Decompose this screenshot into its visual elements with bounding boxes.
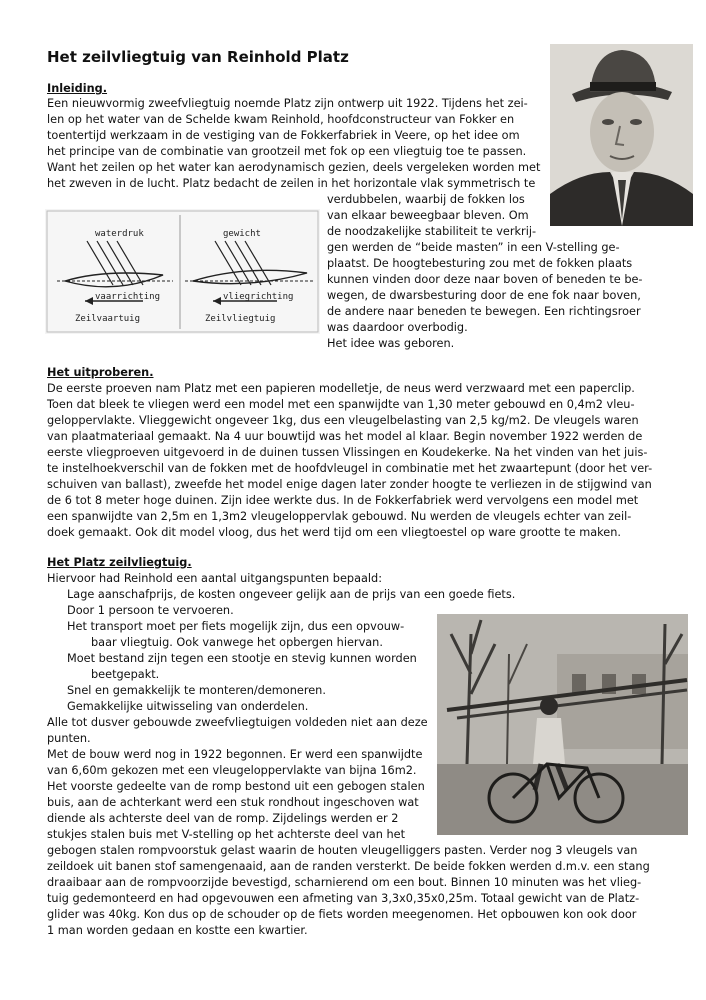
paragraph-line: Alle tot dusver gebouwde zweefvliegtuigen voldeden niet aan deze bbox=[47, 716, 428, 729]
page-title: Het zeilvliegtuig van Reinhold Platz bbox=[47, 48, 349, 66]
paragraph-line: Het voorste gedeelte van de romp bestond uit een gebogen stalen bbox=[47, 780, 425, 793]
paragraph-line: gebogen stalen rompvoorstuk gelast waarin de houten vleugelliggers pasten. Verder nog 3 vleugels van bbox=[47, 844, 638, 857]
paragraph-line: Een nieuwvormig zweefvliegtuig noemde Platz zijn ontwerp uit 1922. Tijdens het zei- bbox=[47, 97, 528, 110]
paragraph-line: 1 man worden gedaan en kostte een kwartier. bbox=[47, 924, 308, 937]
paragraph-line: doek gemaakt. Ook dit model vloog, dus het werd tijd om een vliegtoestel op ware grootte te maken. bbox=[47, 526, 621, 539]
paragraph-line: te instelhoekverschil van de fokken met de hoofdvleugel in combinatie met het zwaartepunt (door het ver- bbox=[47, 462, 653, 475]
list-item: baar vliegtuig. Ook vanwege het opbergen hiervan. bbox=[91, 636, 383, 649]
paragraph-line: eerste vliegproeven uitgevoerd in de duinen tussen Vlissingen en Koudekerke. Na het vinden van het juis- bbox=[47, 446, 648, 459]
sail-comparison-diagram bbox=[45, 209, 320, 334]
paragraph-line: van plaatmateriaal gemaakt. Na 4 uur bouwtijd was het model al klaar. Begin november 1922 werden de bbox=[47, 430, 643, 443]
section-heading-platz: Het Platz zeilvliegtuig. bbox=[47, 556, 192, 569]
paragraph-line: kunnen vinden door deze naar boven of beneden te be- bbox=[327, 273, 643, 286]
paragraph-line: zeildoek uit banen stof samengenaaid, aan de randen versterkt. De beide fokken werden d.m.v. een stang bbox=[47, 860, 650, 873]
paragraph-line: Toen dat bleek te vliegen werd een model met een spanwijdte van 1,30 meter gebouwd en 0,4m2 vleu- bbox=[47, 398, 635, 411]
paragraph-line: de noodzakelijke stabiliteit te verkrij- bbox=[327, 225, 537, 238]
section-heading-inleiding: Inleiding. bbox=[47, 82, 108, 95]
paragraph-line: Het idee was geboren. bbox=[327, 337, 455, 350]
paragraph-line: tuig gedemonteerd en had opgevouwen een afmeting van 3,3x0,35x0,25m. Totaal gewicht van de Platz- bbox=[47, 892, 640, 905]
paragraph-line: geloppervlakte. Vlieggewicht ongeveer 1kg, dus een vleugelbelasting van 2,5 kg/m2. De vleugels waren bbox=[47, 414, 639, 427]
paragraph-line: toentertijd werkzaam in de vestiging van de Fokkerfabriek in Veere, op het idee om bbox=[47, 129, 520, 142]
paragraph-line: draaibaar aan de rompvoorzijde bevestigd, scharnierend om een bout. Binnen 10 minuten was het vlieg- bbox=[47, 876, 642, 889]
list-item: Door 1 persoon te vervoeren. bbox=[67, 604, 234, 617]
paragraph-line: het principe van de combinatie van grootzeil met fok op een vliegtuig toe te passen. bbox=[47, 145, 527, 158]
paragraph-line: punten. bbox=[47, 732, 91, 745]
paragraph-line: De eerste proeven nam Platz met een papieren modelletje, de neus werd verzwaard met een paperclip. bbox=[47, 382, 635, 395]
paragraph-line: de 6 tot 8 meter hoge duinen. Zijn idee werkte dus. In de Fokkerfabriek werd vervolgens een model met bbox=[47, 494, 639, 507]
paragraph-line: een spanwijdte van 2,5m en 1,3m2 vleugeloppervlak gebouwd. Nu werden de vleugels echter van zeil- bbox=[47, 510, 632, 523]
paragraph-line: wegen, de dwarsbesturing door de ene fok naar boven, bbox=[327, 289, 641, 302]
list-item: Het transport moet per fiets mogelijk zijn, dus een opvouw- bbox=[67, 620, 405, 633]
diagram-label-gewicht: gewicht bbox=[223, 229, 261, 239]
paragraph-line: Met de bouw werd nog in 1922 begonnen. Er werd een spanwijdte bbox=[47, 748, 423, 761]
paragraph-line: buis, aan de achterkant werd een stuk rondhout ingeschoven wat bbox=[47, 796, 419, 809]
diagram-label-vaarrichting: vaarrichting bbox=[95, 292, 161, 302]
paragraph-line: schuiven van ballast), zweefde het model enige dagen later zonder hoogte te verliezen in de stijgwind van bbox=[47, 478, 652, 491]
diagram-label-vliegrichting: vliegrichting bbox=[223, 292, 294, 302]
paragraph-line: plaatst. De hoogtebesturing zou met de fokken plaats bbox=[327, 257, 633, 270]
list-item: beetgepakt. bbox=[91, 668, 160, 681]
paragraph-line: het zweven in de lucht. Platz bedacht de zeilen in het horizontale vlak symmetrisch te bbox=[47, 177, 536, 190]
diagram-caption-left: Zeilvaartuig bbox=[75, 314, 141, 324]
list-item: Moet bestand zijn tegen een stootje en stevig kunnen worden bbox=[67, 652, 417, 665]
paragraph-line: verdubbelen, waarbij de fokken los bbox=[327, 193, 525, 206]
paragraph-line: van elkaar beweegbaar bleven. Om bbox=[327, 209, 529, 222]
section-heading-uitproberen: Het uitproberen. bbox=[47, 366, 154, 379]
list-item: Lage aanschafprijs, de kosten ongeveer gelijk aan de prijs van een goede fiets. bbox=[67, 588, 516, 601]
paragraph-line: was daardoor overbodig. bbox=[327, 321, 468, 334]
paragraph-line: gen werden de “beide masten” in een V-stelling ge- bbox=[327, 241, 620, 254]
paragraph-line: Want het zeilen op het water kan aerodynamisch gezien, deels vergeleken worden met bbox=[47, 161, 541, 174]
portrait-photo bbox=[550, 44, 693, 226]
diagram-label-waterdruk: waterdruk bbox=[95, 229, 144, 239]
bicycle-glider-photo bbox=[437, 614, 688, 835]
paragraph-line: Hiervoor had Reinhold een aantal uitgangspunten bepaald: bbox=[47, 572, 383, 585]
paragraph-line: glider was 40kg. Kon dus op de schouder op de fiets worden meegenomen. Het opbouwen kon ook door bbox=[47, 908, 637, 921]
paragraph-line: van 6,60m gekozen met een vleugeloppervlakte van bijna 16m2. bbox=[47, 764, 417, 777]
list-item: Snel en gemakkelijk te monteren/demoneren. bbox=[67, 684, 326, 697]
list-item: Gemakkelijke uitwisseling van onderdelen. bbox=[67, 700, 309, 713]
paragraph-line: len op het water van de Schelde kwam Reinhold, hoofdconstructeur van Fokker en bbox=[47, 113, 515, 126]
paragraph-line: diende als achterste deel van de romp. Zijdelings werden er 2 bbox=[47, 812, 399, 825]
paragraph-line: stukjes stalen buis met V-stelling op het achterste deel van het bbox=[47, 828, 406, 841]
paragraph-line: de andere naar beneden te bewegen. Een richtingsroer bbox=[327, 305, 641, 318]
diagram-caption-right: Zeilvliegtuig bbox=[205, 314, 276, 324]
